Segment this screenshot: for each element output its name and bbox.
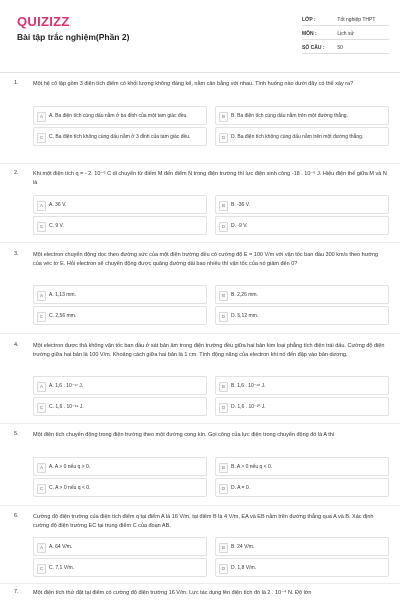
question-number: 6.	[14, 513, 19, 519]
question-number: 2.	[14, 170, 19, 176]
question-text: Một điện tích chuyển động trong điện trường theo một đường cong kín. Gọi công của lực điện trong chuyển động đó là A thì	[33, 432, 335, 438]
answer-option-d[interactable]	[215, 127, 389, 146]
question-text: Một electron chuyển động dọc theo đường sức của một điện trường đều có cường độ E = 100 V/m với vận tốc ban đầu 300 km/s theo hướng của véc tơ E. Hỏi electron sẽ chuyển động được quãng đường dài bao nhiêu thì vận tốc của nó giảm đến 0?	[33, 252, 379, 267]
meta-divider	[302, 39, 389, 40]
worksheet-header	[0, 0, 400, 70]
option-text: B. 1,6 . 10⁻¹⁸ J.	[231, 382, 266, 389]
header-divider	[0, 72, 400, 73]
answer-option-c[interactable]	[33, 397, 207, 416]
option-text: C. A > 0 nếu q < 0.	[49, 484, 91, 491]
meta-grade-key: LỚP :	[302, 17, 316, 23]
option-text: C. 2,56 mm.	[49, 312, 77, 319]
option-text: C. 1,6 . 10⁻¹⁹ J.	[49, 403, 84, 410]
option-letter-badge: A	[37, 382, 46, 392]
answer-option-c[interactable]	[33, 127, 207, 146]
question-number: 1.	[14, 80, 19, 86]
question-text: Cường độ điện trường của điện tích điểm q tại điểm A là 16 V/m, tại điểm B là 4 V/m, EA và EB nằm trên đường thẳng qua A và B. Xác định cường độ điện trường EC tại trung điểm C của đoạn AB.	[33, 514, 374, 529]
answer-option-b[interactable]	[215, 195, 389, 214]
option-text: B. 24 V/m.	[231, 543, 255, 550]
option-text: D. 5,12 mm.	[231, 312, 259, 319]
option-letter-badge: B	[219, 543, 228, 553]
option-text: A. A > 0 nếu q > 0.	[49, 463, 91, 470]
option-letter-badge: D	[219, 564, 228, 574]
answer-option-c[interactable]	[33, 558, 207, 577]
meta-subject	[302, 31, 354, 37]
meta-subject-value: Lịch sử	[337, 31, 354, 37]
answer-option-d[interactable]	[215, 558, 389, 577]
question-text: Một electron được thả không vận tốc ban đầu ở sát bản âm trong điện trường đều giữa hai bản kim loại phẳng tích điện trái dấu. Cường độ điện trường giữa hai bản là 100 V/m. Khoảng cách giữa hai bản là 1 cm. Tính động năng của electron khi nó đến đập vào bản dương.	[33, 343, 385, 358]
question-separator	[0, 163, 400, 164]
answer-option-c[interactable]	[33, 306, 207, 325]
question-text: Một hệ cô lập gồm 3 điện tích điểm có khối lượng không đáng kể, nằm cân bằng với nhau. Tình huống nào dưới đây có thể xảy ra?	[33, 81, 354, 87]
answer-option-d[interactable]	[215, 306, 389, 325]
answer-option-d[interactable]	[215, 478, 389, 497]
question-text: Một điện tích thử đặt tại điểm có cường độ điện trường 16 V/m. Lực tác dụng lên điện tích đó là 2 . 10⁻⁴ N. Độ lớn	[33, 590, 312, 596]
option-text: B. 2,26 mm.	[231, 291, 258, 298]
meta-subject-key: MÔN :	[302, 31, 317, 37]
option-text: B. -36 V.	[231, 201, 250, 208]
meta-grade-value: Tốt nghiệp THPT	[337, 17, 376, 23]
option-letter-badge: C	[37, 403, 46, 413]
option-text: A. 1,13 mm.	[49, 291, 76, 298]
meta-divider	[302, 25, 389, 26]
answer-option-a[interactable]	[33, 106, 207, 125]
question-text: Khi một điện tích q = - 2. 10⁻⁶ C di chuyển từ điểm M đến điểm N trong điện trường thì lực điện sinh công -18 . 10⁻⁶ J. Hiệu điện thế giữa M và N là	[33, 171, 387, 186]
option-letter-badge: A	[37, 463, 46, 473]
answer-option-a[interactable]	[33, 195, 207, 214]
answer-option-b[interactable]	[215, 106, 389, 125]
option-letter-badge: B	[219, 382, 228, 392]
option-letter-badge: D	[219, 133, 228, 143]
option-letter-badge: A	[37, 543, 46, 553]
answer-option-d[interactable]	[215, 397, 389, 416]
meta-count-key: SỐ CÂU :	[302, 45, 325, 51]
option-text: B. Ba điện tích cùng dấu nằm trên một đường thẳng.	[231, 112, 348, 119]
answer-option-a[interactable]	[33, 285, 207, 304]
option-letter-badge: C	[37, 133, 46, 143]
answer-option-c[interactable]	[33, 478, 207, 497]
option-letter-badge: B	[219, 112, 228, 122]
question-number: 5.	[14, 431, 19, 437]
question-number: 3.	[14, 251, 19, 257]
option-text: D. -9 V.	[231, 222, 248, 229]
option-letter-badge: D	[219, 403, 228, 413]
option-letter-badge: C	[37, 222, 46, 232]
answer-option-b[interactable]	[215, 376, 389, 395]
option-text: A. 64 V/m.	[49, 543, 73, 550]
worksheet-title: Bài tập trắc nghiệm(Phần 2)	[17, 32, 130, 42]
quizizz-logo: QUIZIZZ	[17, 14, 70, 29]
option-letter-badge: B	[219, 201, 228, 211]
question-separator	[0, 423, 400, 424]
option-text: C. Ba điện tích không cùng dấu nằm ở 3 đỉnh của tam giác đều.	[49, 133, 191, 140]
option-letter-badge: C	[37, 312, 46, 322]
option-text: A. 1,6 . 10⁻¹⁷ J.	[49, 382, 84, 389]
answer-option-a[interactable]	[33, 376, 207, 395]
question-separator	[0, 505, 400, 506]
answer-option-a[interactable]	[33, 457, 207, 476]
option-text: B. A > 0 nếu q < 0.	[231, 463, 273, 470]
meta-grade	[302, 17, 375, 23]
option-text: D. Ba điện tích không cùng dấu nằm trên một đường thẳng.	[231, 133, 364, 140]
option-letter-badge: C	[37, 564, 46, 574]
option-letter-badge: B	[219, 463, 228, 473]
answer-option-b[interactable]	[215, 285, 389, 304]
option-text: D. 1,8 V/m.	[231, 564, 257, 571]
question-separator	[0, 583, 400, 584]
option-letter-badge: A	[37, 291, 46, 301]
question-separator	[0, 333, 400, 334]
answer-option-a[interactable]	[33, 537, 207, 556]
question-separator	[0, 242, 400, 243]
option-text: A. Ba điện tích cùng dấu nằm ở ba đỉnh của một tam giác đều.	[49, 112, 188, 119]
option-text: D. A = 0.	[231, 484, 251, 491]
option-text: D. 1,6 . 10⁻²⁰ J.	[231, 403, 266, 410]
answer-option-d[interactable]	[215, 216, 389, 235]
option-letter-badge: D	[219, 222, 228, 232]
option-letter-badge: D	[219, 484, 228, 494]
option-letter-badge: D	[219, 312, 228, 322]
option-text: C. 9 V.	[49, 222, 64, 229]
option-text: A. 36 V.	[49, 201, 67, 208]
question-number: 7.	[14, 589, 19, 595]
option-letter-badge: B	[219, 291, 228, 301]
option-text: C. 7,1 V/m.	[49, 564, 75, 571]
question-number: 4.	[14, 342, 19, 348]
meta-count-value: 50	[337, 45, 343, 51]
option-letter-badge: A	[37, 112, 46, 122]
option-letter-badge: C	[37, 484, 46, 494]
option-letter-badge: A	[37, 201, 46, 211]
answer-option-b[interactable]	[215, 457, 389, 476]
answer-option-b[interactable]	[215, 537, 389, 556]
meta-divider	[302, 53, 389, 54]
answer-option-c[interactable]	[33, 216, 207, 235]
meta-count	[302, 45, 343, 51]
